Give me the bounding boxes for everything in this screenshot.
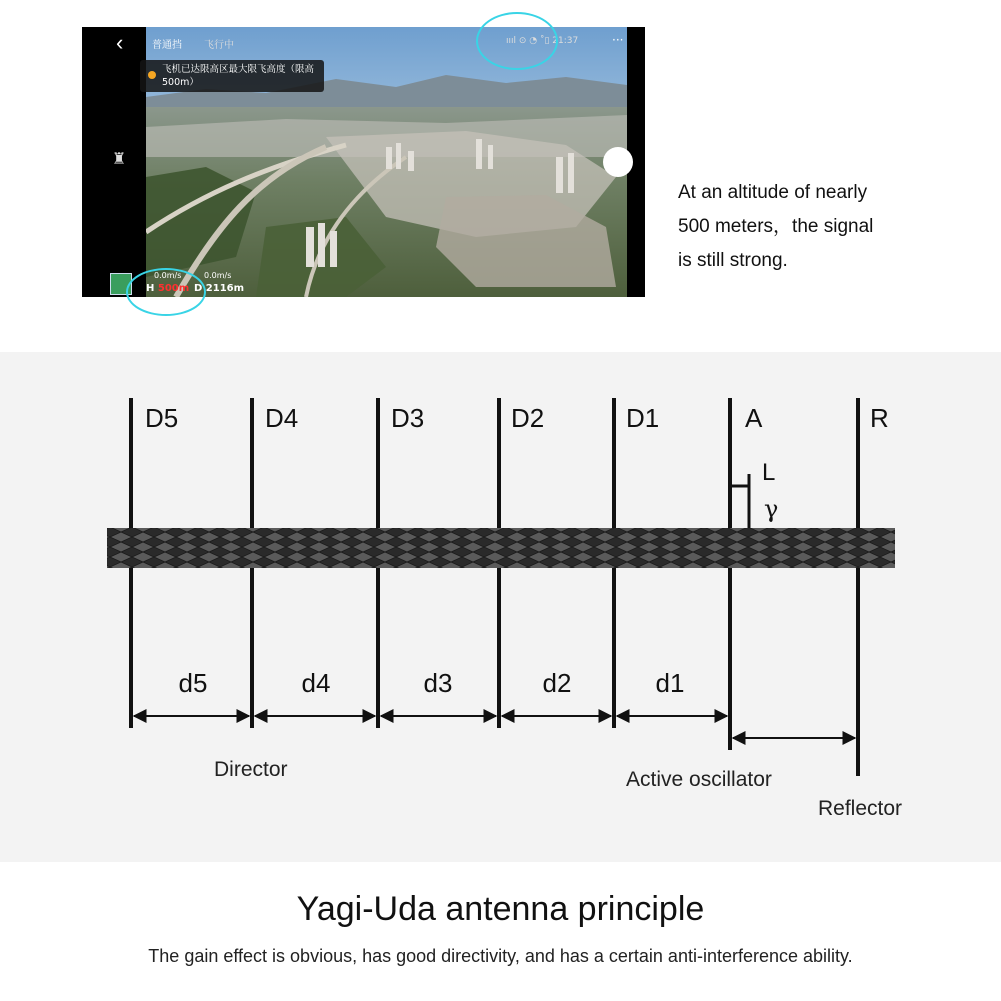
caption-line: At an altitude of nearly bbox=[678, 182, 868, 203]
warning-dot-icon bbox=[148, 71, 156, 79]
element-label-d5: D5 bbox=[145, 403, 179, 433]
page-subtitle: The gain effect is obvious, has good directivity, and has a certain anti-interference ability. bbox=[148, 946, 853, 966]
signal-caption bbox=[678, 176, 978, 278]
caption-line: 500 meters，the signal bbox=[678, 216, 874, 237]
element-label-a: A bbox=[745, 403, 763, 433]
feed-label-l: L bbox=[762, 459, 776, 486]
spacing-label-d2: d2 bbox=[542, 668, 572, 698]
element-label-d3: D3 bbox=[391, 403, 425, 433]
antenna-boom bbox=[107, 528, 895, 568]
element-label-d2: D2 bbox=[511, 403, 545, 433]
warning-text: 飞机已达限高区最大限飞高度（限高 500m） bbox=[162, 64, 315, 88]
element-label-d1: D1 bbox=[626, 403, 660, 433]
more-menu-icon[interactable]: ··· bbox=[612, 33, 624, 47]
spacing-label-d5: d5 bbox=[178, 668, 208, 698]
page-title: Yagi-Uda antenna principle bbox=[296, 890, 705, 928]
vertical-speed: 0.0m/s bbox=[204, 271, 232, 280]
signal-status-bar: ıııl ⊙ ◔ ˚▯ 21:37 bbox=[506, 36, 579, 46]
altitude-limit-warning bbox=[140, 60, 324, 92]
element-label-r: R bbox=[870, 403, 889, 433]
height-value: 500m bbox=[157, 283, 190, 294]
drone-mode-icon[interactable]: ♜ bbox=[112, 151, 127, 168]
drone-app-screenshot bbox=[82, 27, 645, 297]
flight-mode-label[interactable]: 普通挡 bbox=[152, 40, 182, 51]
yagi-uda-diagram bbox=[0, 352, 1001, 862]
altitude-highlight-circle bbox=[126, 268, 206, 316]
horizontal-speed: 0.0m/s bbox=[154, 271, 182, 280]
spacing-label-d1: d1 bbox=[655, 668, 685, 698]
spacing-label-d4: d4 bbox=[301, 668, 331, 698]
active-oscillator-label: Active oscillator bbox=[626, 768, 772, 791]
diagram-band bbox=[0, 352, 1001, 862]
feed-label-gamma: γ bbox=[764, 495, 779, 523]
shutter-button[interactable] bbox=[603, 147, 633, 177]
element-label-d4: D4 bbox=[265, 403, 299, 433]
height-prefix: H bbox=[146, 283, 155, 294]
signal-highlight-circle bbox=[476, 12, 558, 70]
director-label: Director bbox=[214, 758, 288, 781]
reflector-label: Reflector bbox=[818, 797, 903, 820]
distance-readout: D 2116m bbox=[194, 283, 245, 294]
back-arrow-icon[interactable]: ‹ bbox=[116, 30, 124, 55]
spacing-label-d3: d3 bbox=[423, 668, 453, 698]
caption-line: is still strong. bbox=[678, 250, 788, 271]
flight-status-label: 飞行中 bbox=[204, 40, 234, 51]
